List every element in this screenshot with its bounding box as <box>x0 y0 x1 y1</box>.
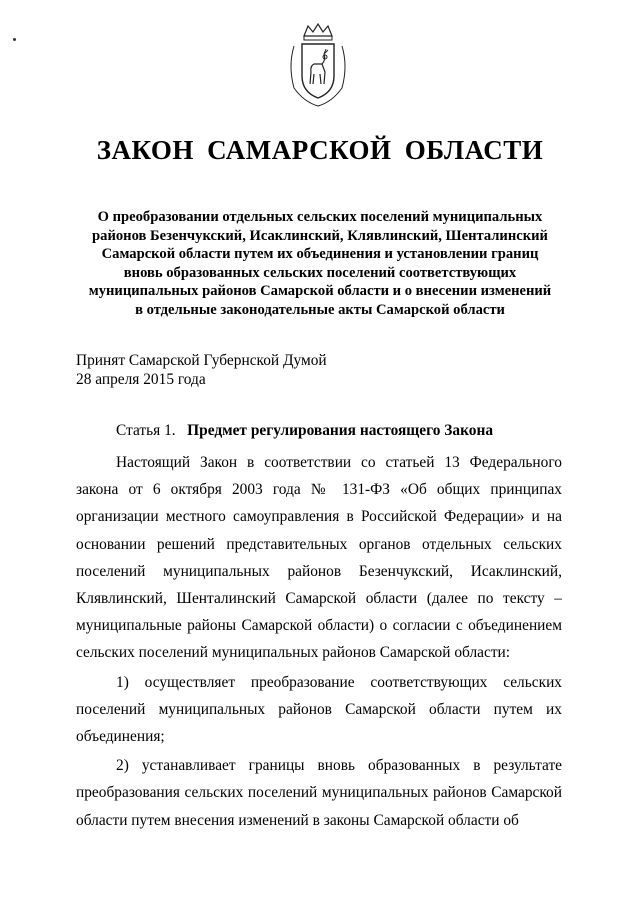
article-title: Предмет регулирования настоящего Закона <box>187 422 494 439</box>
article-number: Статья 1. <box>116 422 176 439</box>
subtitle-line: Самарской области путем их объединения и установлении границ <box>101 246 539 263</box>
subtitle-line: в отдельные законодательные акты Самарской области <box>135 301 505 318</box>
article-paragraph: 1) осуществляет преобразование соответствующих сельских поселений муниципальных районов Самарской области путем их объединения; <box>76 673 562 746</box>
samara-coat-of-arms-icon <box>284 22 352 108</box>
law-subtitle <box>70 208 570 320</box>
article-paragraph: 2) устанавливает границы вновь образованных в результате преобразования сельских поселений муниципальных районов Самарской области путем внесения изменений в законы Самарской области об <box>76 757 562 829</box>
article-heading <box>76 420 562 442</box>
subtitle-line: муниципальных районов Самарской области и о внесении изменений <box>88 283 552 300</box>
article-paragraph: Настоящий Закон в соответствии со статьей 13 Федерального закона от 6 октября 2003 года № 131-ФЗ «Об общих принципах организации местного самоуправления в Российской Федерации» и на основании решений представительных органов отдельных сельских поселений муниципальных районов Безенчукский, Исаклинский, Клявлинский, Шенталинский Самарской области (далее по тексту – муниципальные районы Самарской области) о согласии с объединением сельских поселений муниципальных районов Самарской области: <box>76 454 562 662</box>
subtitle-line: вновь образованных сельских поселений соответствующих <box>123 264 517 281</box>
subtitle-line: районов Безенчукский, Исаклинский, Клявлинский, Шенталинский <box>92 227 548 244</box>
adoption-date: 28 апреля 2015 года <box>76 370 206 388</box>
scan-speck <box>13 38 16 41</box>
article-1 <box>76 420 562 834</box>
law-title: ЗАКОН САМАРСКОЙ ОБЛАСТИ <box>96 135 544 165</box>
adoption-info <box>76 352 327 389</box>
subtitle-line: О преобразовании отдельных сельских поселений муниципальных <box>97 209 543 225</box>
adopted-by: Принят Самарской Губернской Думой <box>76 352 327 369</box>
